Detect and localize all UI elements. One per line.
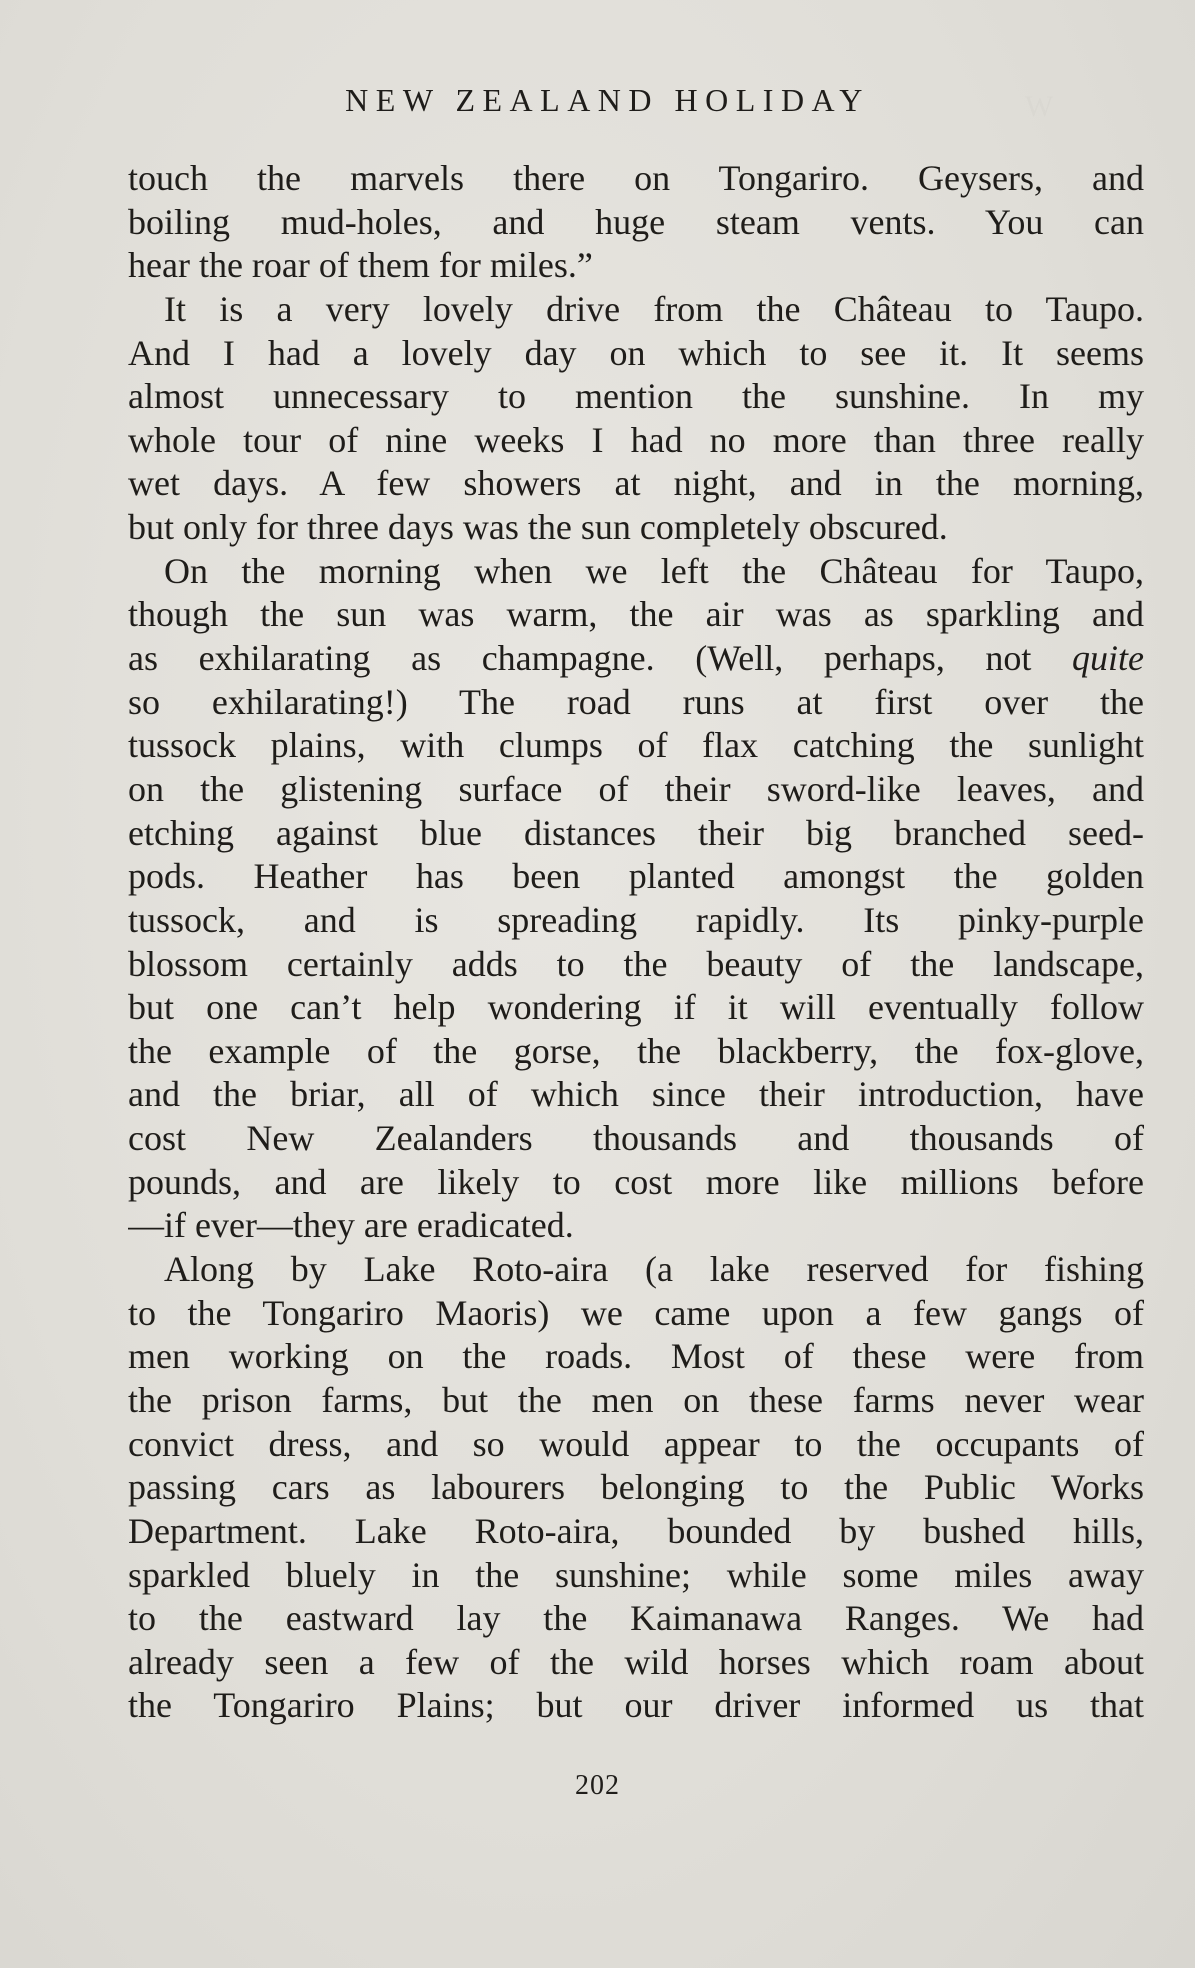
text-line: already seen a few of the wild horses which roam about	[128, 1641, 1144, 1682]
text-line: pods. Heather has been planted amongst the golden	[128, 856, 1144, 897]
text-line: the prison farms, but the men on these farms never wear	[128, 1379, 1144, 1420]
text-line: Department. Lake Roto-aira, bounded by bushed hills,	[128, 1510, 1144, 1551]
text-line: tussock, and is spreading rapidly. Its pinky-purple	[128, 899, 1144, 940]
text-line: Along by Lake Roto-aira (a lake reserved for fishing	[164, 1249, 1144, 1290]
text-line: tussock plains, with clumps of flax catching the sunlight	[128, 725, 1144, 766]
text-line: men working on the roads. Most of these were from	[128, 1336, 1144, 1377]
text-line: boiling mud-holes, and huge steam vents. You can	[128, 201, 1144, 242]
text-line: blossom certainly adds to the beauty of the landscape,	[128, 943, 1144, 984]
text-line: the Tongariro Plains; but our driver informed us that	[128, 1685, 1144, 1726]
body-text	[128, 157, 1144, 1728]
text-line: etching against blue distances their big branched seed-	[128, 812, 1144, 853]
text-line: as exhilarating as champagne. (Well, perhaps, not quite	[128, 638, 1144, 679]
show-through-text: W	[1025, 90, 1054, 123]
text-line: cost New Zealanders thousands and thousands of	[128, 1118, 1144, 1159]
text-line: —if ever—they are eradicated.	[128, 1205, 574, 1246]
text-line: It is a very lovely drive from the Château to Taupo.	[164, 288, 1144, 329]
text-line: on the glistening surface of their sword-like leaves, and	[128, 768, 1144, 809]
text-line: wet days. A few showers at night, and in the morning,	[128, 463, 1144, 504]
text-line: And I had a lovely day on which to see it. It seems	[128, 332, 1144, 373]
text-line: though the sun was warm, the air was as sparkling and	[128, 594, 1144, 635]
text-line: the example of the gorse, the blackberry, the fox-glove,	[128, 1030, 1144, 1071]
text-line: hear the roar of them for miles.”	[128, 245, 593, 286]
text-line: and the briar, all of which since their introduction, have	[128, 1074, 1144, 1115]
text-line: On the morning when we left the Château for Taupo,	[164, 550, 1144, 591]
text-line: but only for three days was the sun completely obscured.	[128, 507, 948, 548]
running-head: NEW ZEALAND HOLIDAY	[345, 82, 870, 118]
text-line: passing cars as labourers belonging to the Public Works	[128, 1467, 1144, 1508]
page-number: 202	[575, 1770, 620, 1801]
text-line: sparkled bluely in the sunshine; while some miles away	[128, 1554, 1144, 1595]
text-line: almost unnecessary to mention the sunshine. In my	[128, 376, 1144, 417]
text-line: so exhilarating!) The road runs at first over the	[128, 681, 1144, 722]
text-line: pounds, and are likely to cost more like millions before	[128, 1161, 1144, 1202]
text-line: touch the marvels there on Tongariro. Geysers, and	[128, 158, 1144, 198]
text-line: but one can’t help wondering if it will eventually follow	[128, 987, 1144, 1028]
text-line: to the Tongariro Maoris) we came upon a few gangs of	[128, 1292, 1144, 1333]
text-line: whole tour of nine weeks I had no more than three really	[128, 419, 1144, 460]
text-line: to the eastward lay the Kaimanawa Ranges. We had	[128, 1598, 1144, 1639]
text-line: convict dress, and so would appear to the occupants of	[128, 1423, 1144, 1464]
